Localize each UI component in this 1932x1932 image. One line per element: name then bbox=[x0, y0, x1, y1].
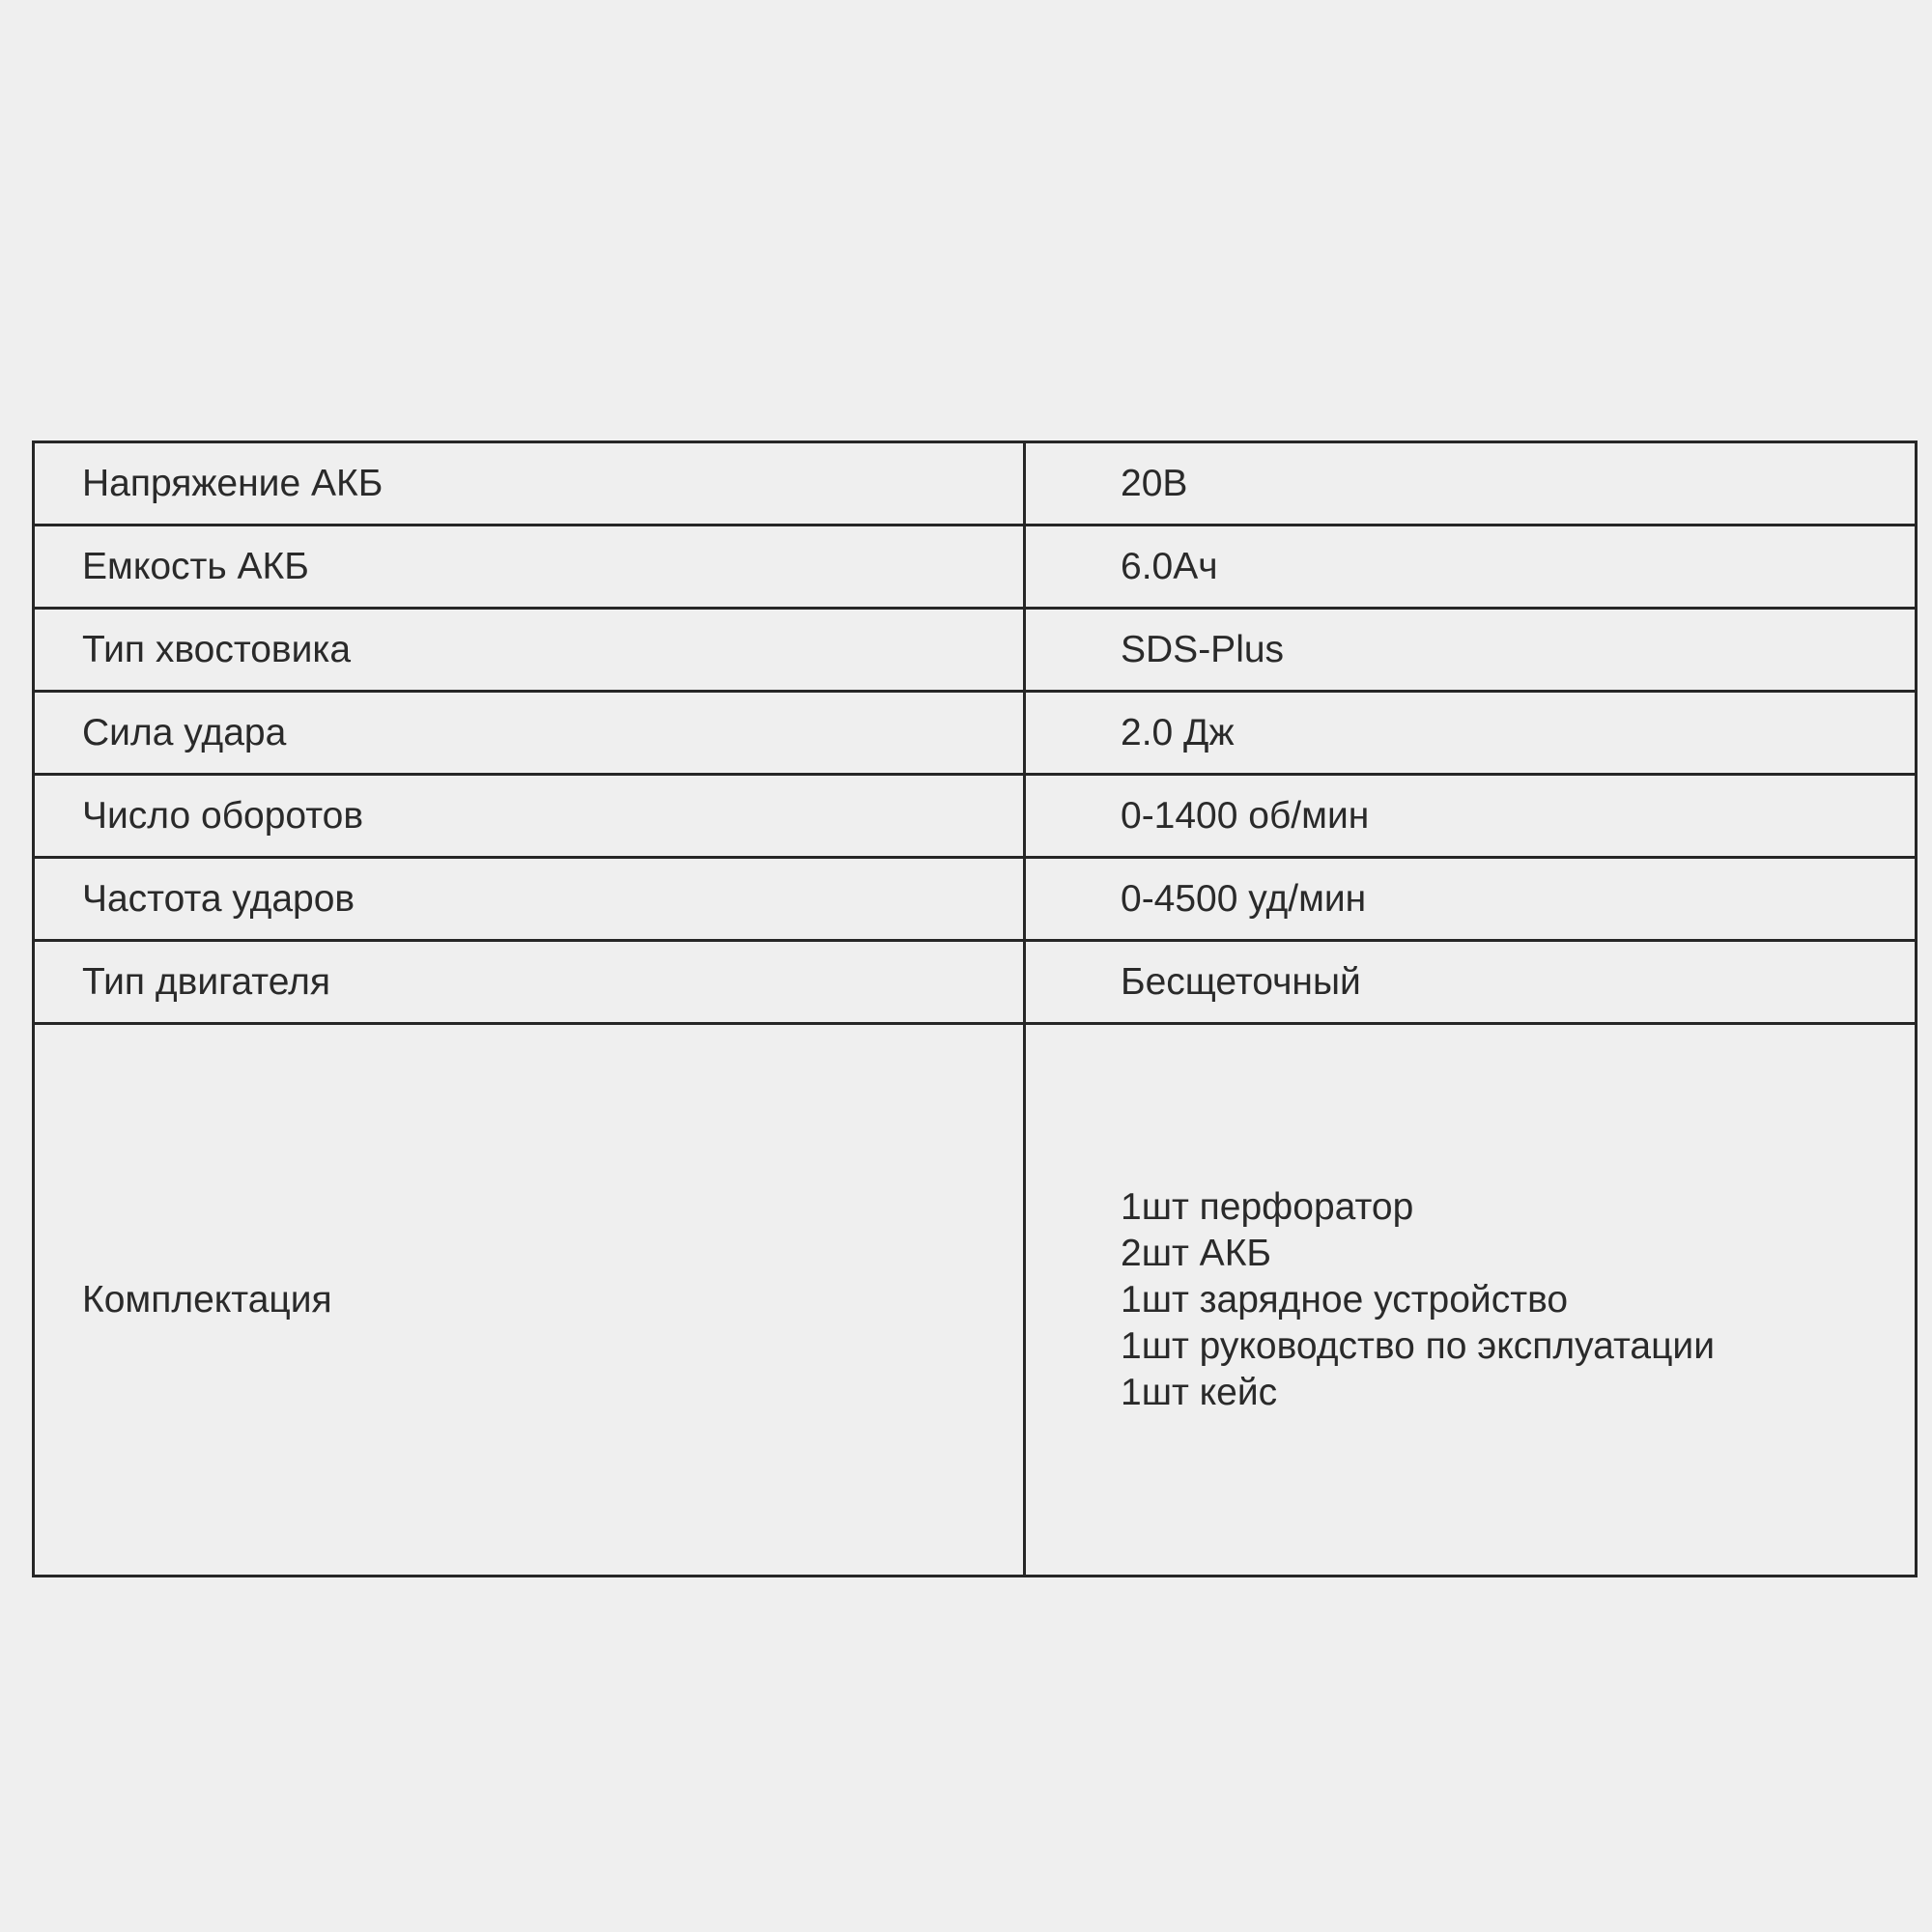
spec-label: Напряжение АКБ bbox=[34, 442, 1025, 526]
table-row-kit-contents bbox=[34, 1024, 1917, 1577]
kit-item: 1шт зарядное устройство bbox=[1121, 1278, 1569, 1321]
spec-value: Бесщеточный bbox=[1025, 941, 1917, 1024]
table-row-rotation-speed bbox=[34, 775, 1917, 858]
spec-value: 2.0 Дж bbox=[1025, 692, 1917, 775]
spec-value: SDS-Plus bbox=[1025, 609, 1917, 692]
kit-contents-list bbox=[1025, 1024, 1917, 1577]
spec-value: 6.0Ач bbox=[1025, 526, 1917, 609]
spec-label: Частота ударов bbox=[34, 858, 1025, 941]
table-row-battery-voltage bbox=[34, 442, 1917, 526]
spec-label: Комплектация bbox=[34, 1024, 1025, 1577]
spec-label: Тип двигателя bbox=[34, 941, 1025, 1024]
table-row-motor-type bbox=[34, 941, 1917, 1024]
spec-value: 0-4500 уд/мин bbox=[1025, 858, 1917, 941]
kit-item: 1шт перфоратор bbox=[1121, 1185, 1414, 1228]
spec-value: 20В bbox=[1025, 442, 1917, 526]
spec-value: 0-1400 об/мин bbox=[1025, 775, 1917, 858]
kit-item: 2шт АКБ bbox=[1121, 1232, 1271, 1274]
specifications-table bbox=[32, 440, 1918, 1577]
table-row-impact-energy bbox=[34, 692, 1917, 775]
kit-item: 1шт руководство по эксплуатации bbox=[1121, 1324, 1715, 1367]
table-row-battery-capacity bbox=[34, 526, 1917, 609]
spec-label: Емкость АКБ bbox=[34, 526, 1025, 609]
spec-label: Тип хвостовика bbox=[34, 609, 1025, 692]
spec-label: Число оборотов bbox=[34, 775, 1025, 858]
table-row-impact-rate bbox=[34, 858, 1917, 941]
spec-label: Сила удара bbox=[34, 692, 1025, 775]
table-row-shank-type bbox=[34, 609, 1917, 692]
kit-item: 1шт кейс bbox=[1121, 1371, 1278, 1413]
